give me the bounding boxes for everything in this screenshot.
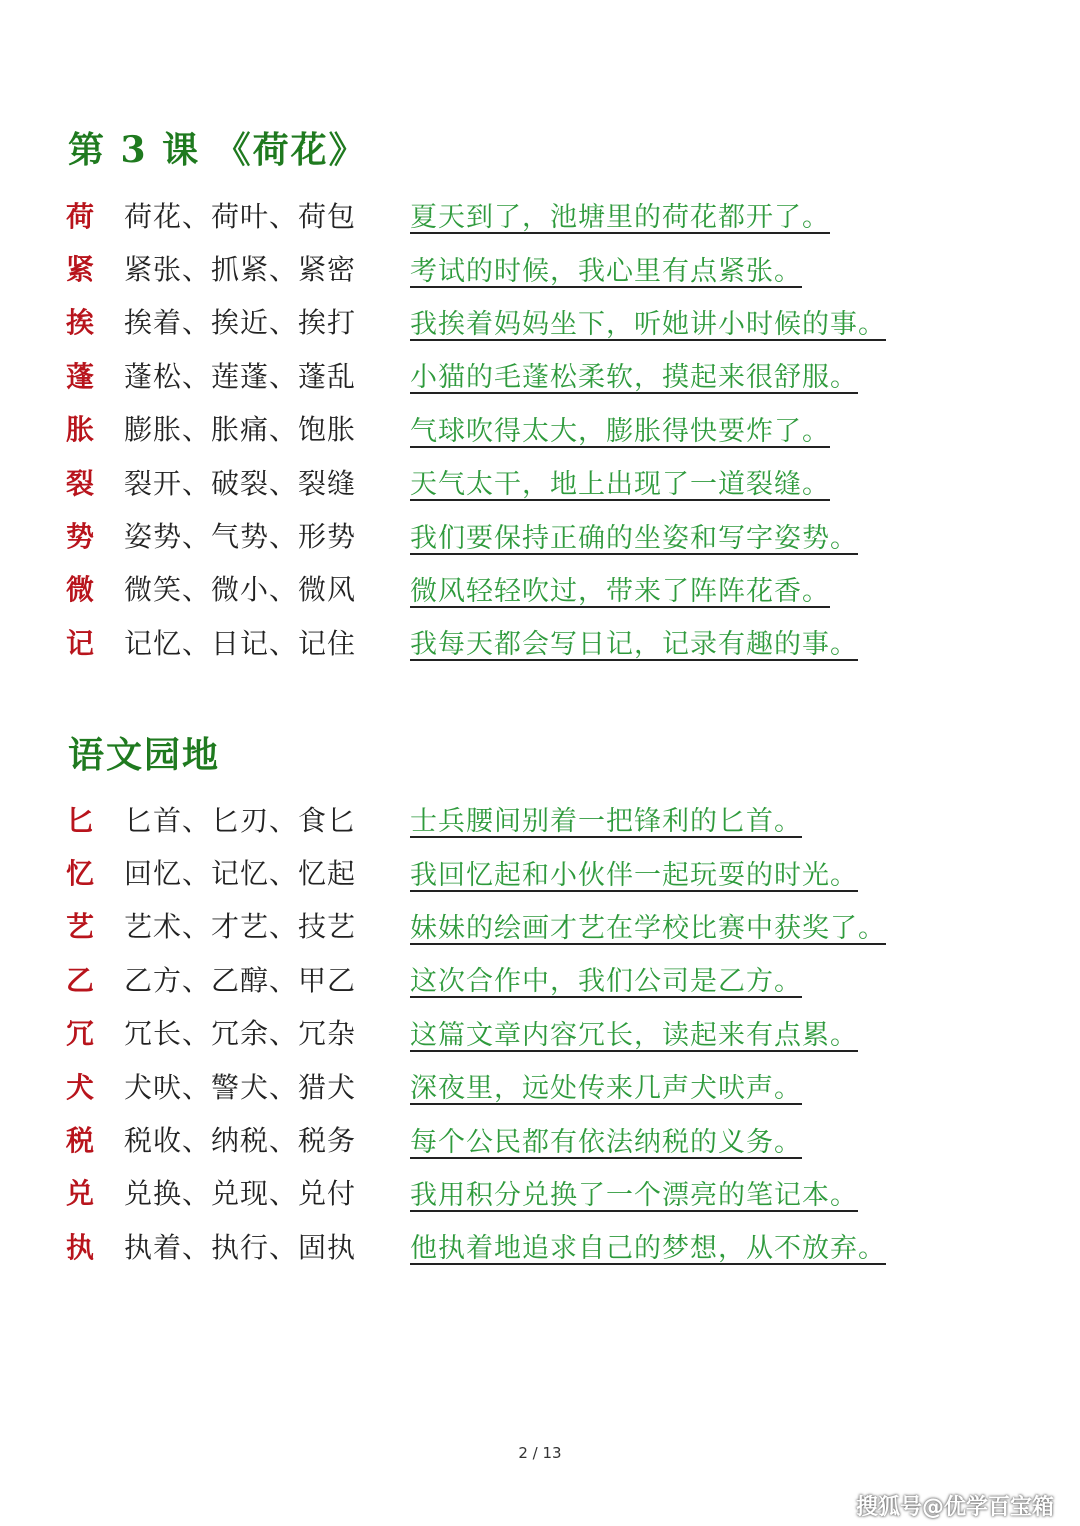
vocab-words: 犬吠、警犬、猎犬 <box>124 1070 357 1104</box>
vocab-char: 荷 <box>66 199 95 233</box>
vocab-words: 膨胀、胀痛、饱胀 <box>124 413 357 447</box>
vocab-row <box>66 1006 886 1059</box>
vocab-row <box>66 899 886 952</box>
vocab-row <box>66 1112 886 1165</box>
vocab-char: 蓬 <box>66 359 95 393</box>
vocab-words: 姿势、气势、形势 <box>124 520 357 554</box>
example-sentence: 这篇文章内容冗长，读起来有点累。 <box>410 1019 858 1051</box>
example-sentence: 我用积分兑换了一个漂亮的笔记本。 <box>410 1179 858 1211</box>
vocab-words: 紧张、抓紧、紧密 <box>124 253 357 287</box>
vocab-words: 荷花、荷叶、荷包 <box>124 199 357 233</box>
example-sentence: 气球吹得太大，膨胀得快要炸了。 <box>410 415 830 447</box>
lesson-vocab-list <box>66 188 886 669</box>
example-sentence: 微风轻轻吹过，带来了阵阵花香。 <box>410 575 830 607</box>
lesson-title: 第 3 课 《荷花》 <box>68 129 367 171</box>
vocab-row <box>66 348 886 401</box>
vocab-char: 匕 <box>66 803 95 837</box>
vocab-words: 微笑、微小、微风 <box>124 573 357 607</box>
vocab-row <box>66 952 886 1005</box>
garden-title: 语文园地 <box>68 734 221 776</box>
vocab-char: 执 <box>66 1230 95 1264</box>
vocab-words: 挨着、挨近、挨打 <box>124 306 357 340</box>
vocab-char: 艺 <box>66 910 95 944</box>
vocab-words: 裂开、破裂、裂缝 <box>124 466 357 500</box>
vocab-words: 艺术、才艺、技艺 <box>124 910 357 944</box>
vocab-char: 犬 <box>66 1070 95 1104</box>
example-sentence: 我回忆起和小伙伴一起玩耍的时光。 <box>410 859 858 891</box>
vocab-words: 记忆、日记、记住 <box>124 626 357 660</box>
vocab-row <box>66 295 886 348</box>
vocab-char: 挨 <box>66 306 95 340</box>
example-sentence: 每个公民都有依法纳税的义务。 <box>410 1126 802 1158</box>
vocab-char: 忆 <box>66 857 95 891</box>
example-sentence: 妹妹的绘画才艺在学校比赛中获奖了。 <box>410 912 886 944</box>
vocab-row <box>66 508 886 561</box>
example-sentence: 考试的时候，我心里有点紧张。 <box>410 255 802 287</box>
vocab-row <box>66 241 886 294</box>
example-sentence: 士兵腰间别着一把锋利的匕首。 <box>410 806 802 838</box>
vocab-char: 势 <box>66 520 95 554</box>
vocab-char: 微 <box>66 573 95 607</box>
vocab-char: 紧 <box>66 253 95 287</box>
example-sentence: 这次合作中，我们公司是乙方。 <box>410 966 802 998</box>
vocab-words: 冗长、冗余、冗杂 <box>124 1017 357 1051</box>
vocab-char: 胀 <box>66 413 95 447</box>
vocab-char: 税 <box>66 1124 95 1158</box>
vocab-row <box>66 1166 886 1219</box>
page-number: 2 / 13 <box>518 1444 562 1462</box>
example-sentence: 深夜里，远处传来几声犬吠声。 <box>410 1073 802 1105</box>
vocab-row <box>66 455 886 508</box>
vocab-words: 税收、纳税、税务 <box>124 1124 357 1158</box>
vocab-char: 兑 <box>66 1177 95 1211</box>
example-sentence: 天气太干，地上出现了一道裂缝。 <box>410 469 830 501</box>
vocab-words: 蓬松、莲蓬、蓬乱 <box>124 359 357 393</box>
vocab-row <box>66 792 886 845</box>
vocab-words: 匕首、匕刃、食匕 <box>124 803 357 837</box>
example-sentence: 我每天都会写日记，记录有趣的事。 <box>410 629 858 661</box>
example-sentence: 他执着地追求自己的梦想，从不放弃。 <box>410 1233 886 1265</box>
example-sentence: 我挨着妈妈坐下，听她讲小时候的事。 <box>410 308 886 340</box>
vocab-char: 冗 <box>66 1017 95 1051</box>
example-sentence: 夏天到了，池塘里的荷花都开了。 <box>410 202 830 234</box>
vocab-words: 乙方、乙醇、甲乙 <box>124 963 357 997</box>
example-sentence: 我们要保持正确的坐姿和写字姿势。 <box>410 522 858 554</box>
example-sentence: 小猫的毛蓬松柔软，摸起来很舒服。 <box>410 362 858 394</box>
vocab-row <box>66 845 886 898</box>
vocab-char: 裂 <box>66 466 95 500</box>
vocab-words: 执着、执行、固执 <box>124 1230 357 1264</box>
vocab-row <box>66 1219 886 1272</box>
vocab-row <box>66 188 886 241</box>
vocab-words: 兑换、兑现、兑付 <box>124 1177 357 1211</box>
vocab-words: 回忆、记忆、忆起 <box>124 857 357 891</box>
vocab-char: 记 <box>66 626 95 660</box>
vocab-row <box>66 402 886 455</box>
garden-vocab-list <box>66 792 886 1273</box>
vocab-row <box>66 615 886 668</box>
watermark: 搜狐号@优学百宝箱 <box>855 1495 1054 1520</box>
vocab-row <box>66 1059 886 1112</box>
vocab-row <box>66 562 886 615</box>
vocab-char: 乙 <box>66 963 95 997</box>
